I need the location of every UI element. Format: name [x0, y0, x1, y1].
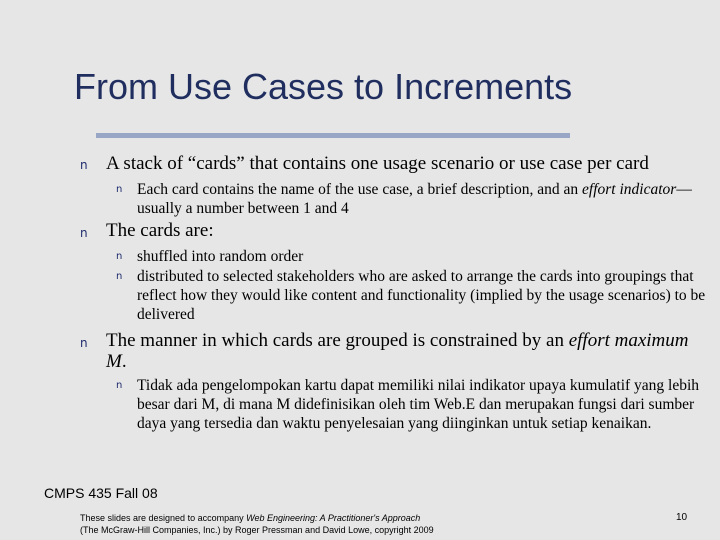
sub-bullet-marker: n: [116, 184, 123, 195]
credits-text: These slides are designed to accompany Web Engineering: A Practitioner's Approach (The McGraw-Hill Companies, Inc.) by Roger Pressman and David Lowe, copyright 2009: [80, 513, 434, 535]
sub-bullet-marker: n: [116, 271, 123, 282]
slide-title: From Use Cases to Increments: [74, 66, 573, 107]
sub-bullet-marker: n: [116, 251, 123, 262]
bullet-1-sub-1-text: Each card contains the name of the use case, a brief description, and an effort indicator—usually a number between 1 and 4: [137, 181, 692, 217]
course-label: CMPS 435 Fall 08: [44, 485, 158, 501]
bullet-1-text: A stack of “cards” that contains one usage scenario or use case per card: [106, 153, 649, 174]
bullet-2-sub-1-text: shuffled into random order: [137, 248, 304, 265]
bullet-marker: n: [80, 158, 88, 172]
bullet-marker: n: [80, 226, 88, 240]
bullet-3-sub-1-text: Tidak ada pengelompokan kartu dapat memiliki nilai indikator upaya kumulatif yang lebih besar dari M, di mana M didefinisikan oleh tim Web.E dan merupakan fungsi dari sumber daya yang tersedia dan waktu penyelesaian yang diinginkan untuk setiap kenaikan.: [137, 377, 700, 432]
bullet-marker: n: [80, 336, 88, 350]
page-number: 10: [676, 512, 688, 523]
effort-indicator-term: effort indicator: [582, 181, 677, 198]
bullet-2-sub-2-text: distributed to selected stakeholders who are asked to arrange the cards into groupings that reflect how they would like content and functionality (implied by the usage scenarios) to be delivered: [137, 268, 706, 323]
bullet-2-text: The cards are:: [106, 220, 214, 241]
sub-bullet-marker: n: [116, 380, 123, 391]
effort-maximum-term: effort maximum M: [106, 330, 689, 372]
bullet-3-text: The manner in which cards are grouped is constrained by an effort maximum M.: [106, 330, 689, 372]
title-underline: [96, 133, 570, 138]
book-title: Web Engineering: A Practitioner's Approach: [246, 513, 421, 523]
